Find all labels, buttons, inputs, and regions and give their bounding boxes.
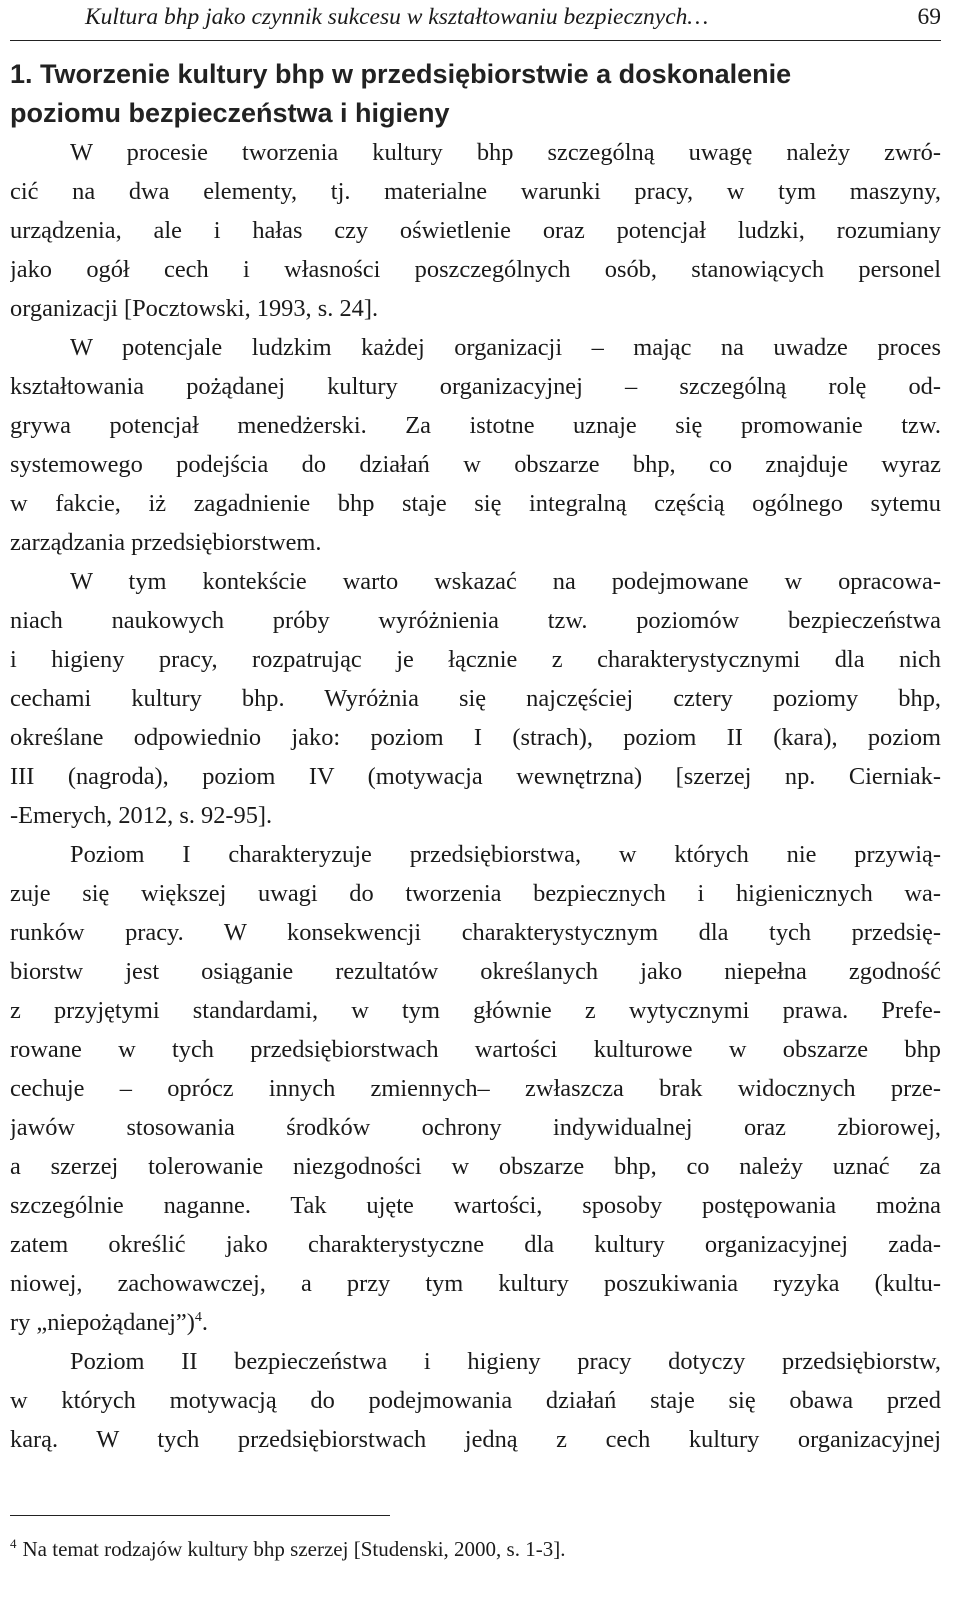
text-line	[10, 1420, 941, 1459]
text-line-content: i higieny pracy, rozpatrując je łącznie z charakterystycznymi dla nich	[10, 646, 941, 673]
section-heading-line: 1. Tworzenie kultury bhp w przedsiębiorstwie a doskonalenie	[10, 59, 792, 89]
text-line-content: niowej, zachowawczej, a przy tym kultury poszukiwania ryzyka (kultu-	[10, 1270, 941, 1297]
footnote-separator	[10, 1515, 390, 1516]
text-line-content: W potencjale ludzkim każdej organizacji – mając na uwadze proces	[70, 334, 941, 361]
text-line	[10, 328, 941, 367]
text-line-content: w których motywacją do podejmowania działań staje się obawa przed	[10, 1387, 941, 1414]
text-line	[10, 562, 941, 601]
footnote-reference[interactable]: 4	[194, 1310, 202, 1325]
footnote-marker: 4	[10, 1536, 17, 1551]
paragraph	[10, 133, 941, 328]
text-line	[10, 679, 941, 718]
text-line	[10, 406, 941, 445]
text-line-content: W tym kontekście warto wskazać na podejmowane w opracowa-	[70, 568, 941, 595]
text-line-content: w fakcie, iż zagadnienie bhp staje się integralną częścią ogólnego sytemu	[10, 490, 941, 517]
text-line-content: jako ogół cech i własności poszczególnych osób, stanowiących personel	[10, 256, 941, 283]
text-line	[10, 211, 941, 250]
text-line-content: zuje się większej uwagi do tworzenia bezpiecznych i higienicznych wa-	[10, 880, 941, 907]
text-line-content: kształtowania pożądanej kultury organizacyjnej – szczególną rolę od-	[10, 373, 941, 400]
text-line-content: cić na dwa elementy, tj. materialne warunki pracy, w tym maszyny,	[10, 178, 941, 205]
body-text	[10, 133, 941, 1459]
text-line-content: III (nagroda), poziom IV (motywacja wewnętrzna) [szerzej np. Cierniak-	[10, 763, 941, 790]
text-line-content: urządzenia, ale i hałas czy oświetlenie oraz potencjał ludzki, rozumiany	[10, 217, 941, 244]
text-line	[10, 835, 941, 874]
document-page	[10, 0, 941, 1561]
text-line-content: biorstw jest osiąganie rezultatów określanych jako niepełna zgodność	[10, 958, 941, 985]
text-line	[10, 1303, 941, 1342]
text-line-content: runków pracy. W konsekwencji charakterystycznym dla tych przedsię-	[10, 919, 941, 946]
text-line-content: rowane w tych przedsiębiorstwach wartości kulturowe w obszarze bhp	[10, 1036, 941, 1063]
paragraph	[10, 1342, 941, 1459]
text-line	[10, 445, 941, 484]
text-line	[10, 1186, 941, 1225]
text-line-content: Poziom I charakteryzuje przedsiębiorstwa, w których nie przywią-	[70, 841, 941, 868]
text-line	[10, 952, 941, 991]
text-line-content: organizacji [Pocztowski, 1993, s. 24].	[10, 295, 379, 322]
text-line	[10, 1108, 941, 1147]
text-line-content: systemowego podejścia do działań w obszarze bhp, co znajduje wyraz	[10, 451, 941, 478]
text-line	[10, 1342, 941, 1381]
text-line	[10, 640, 941, 679]
text-line	[10, 133, 941, 172]
text-line-content: niach naukowych próby wyróżnienia tzw. poziomów bezpieczeństwa	[10, 607, 941, 634]
text-line-content: szczególnie naganne. Tak ujęte wartości, sposoby postępowania można	[10, 1192, 941, 1219]
text-line-content: karą. W tych przedsiębiorstwach jedną z cech kultury organizacyjnej	[10, 1426, 941, 1453]
text-line-content: jawów stosowania środków ochrony indywidualnej oraz zbiorowej,	[10, 1114, 941, 1141]
footnote	[10, 1535, 565, 1563]
text-line-content: zatem określić jako charakterystyczne dla kultury organizacyjnej zada-	[10, 1231, 941, 1258]
text-line-tail: .	[201, 1309, 208, 1336]
text-line	[10, 601, 941, 640]
text-line-content: grywa potencjał menedżerski. Za istotne uznaje się promowanie tzw.	[10, 412, 941, 439]
text-line	[10, 874, 941, 913]
paragraph	[10, 562, 941, 835]
text-line	[10, 484, 941, 523]
text-line-content: określane odpowiednio jako: poziom I (strach), poziom II (kara), poziom	[10, 724, 941, 751]
footnote-text: Na temat rodzajów kultury bhp szerzej [Studenski, 2000, s. 1-3].	[22, 1537, 566, 1561]
text-line	[10, 1225, 941, 1264]
text-line	[10, 796, 941, 835]
text-line	[10, 172, 941, 211]
text-line	[10, 1264, 941, 1303]
text-line-content: zarządzania przedsiębiorstwem.	[10, 529, 322, 556]
text-line	[10, 757, 941, 796]
running-title: Kultura bhp jako czynnik sukcesu w kształtowaniu bezpiecznych…	[85, 4, 709, 30]
text-line	[10, 1381, 941, 1420]
text-line-content: Poziom II bezpieczeństwa i higieny pracy dotyczy przedsiębiorstw,	[70, 1348, 941, 1375]
text-line	[10, 289, 941, 328]
text-line-content: z przyjętymi standardami, w tym głównie z wytycznymi prawa. Prefe-	[10, 997, 941, 1024]
text-line	[10, 718, 941, 757]
text-line	[10, 1147, 941, 1186]
text-line-content: cechuje – oprócz innych zmiennych– zwłaszcza brak widocznych prze-	[10, 1075, 941, 1102]
text-line	[10, 250, 941, 289]
text-line-content: cechami kultury bhp. Wyróżnia się najczęściej cztery poziomy bhp,	[10, 685, 941, 712]
section-heading	[10, 55, 941, 133]
text-line	[10, 991, 941, 1030]
text-line-content: ry „niepożądanej”)	[10, 1309, 195, 1336]
text-line	[10, 1069, 941, 1108]
text-line	[10, 523, 941, 562]
running-header	[10, 0, 941, 41]
text-line-content: -Emerych, 2012, s. 92-95].	[10, 802, 273, 829]
text-line-content: W procesie tworzenia kultury bhp szczególną uwagę należy zwró-	[70, 139, 941, 166]
text-line	[10, 1030, 941, 1069]
text-line	[10, 913, 941, 952]
page-number: 69	[917, 4, 941, 30]
text-line-content: a szerzej tolerowanie niezgodności w obszarze bhp, co należy uznać za	[10, 1153, 941, 1180]
text-line	[10, 367, 941, 406]
paragraph	[10, 328, 941, 562]
section-heading-line: poziomu bezpieczeństwa i higieny	[10, 98, 450, 128]
paragraph	[10, 835, 941, 1342]
